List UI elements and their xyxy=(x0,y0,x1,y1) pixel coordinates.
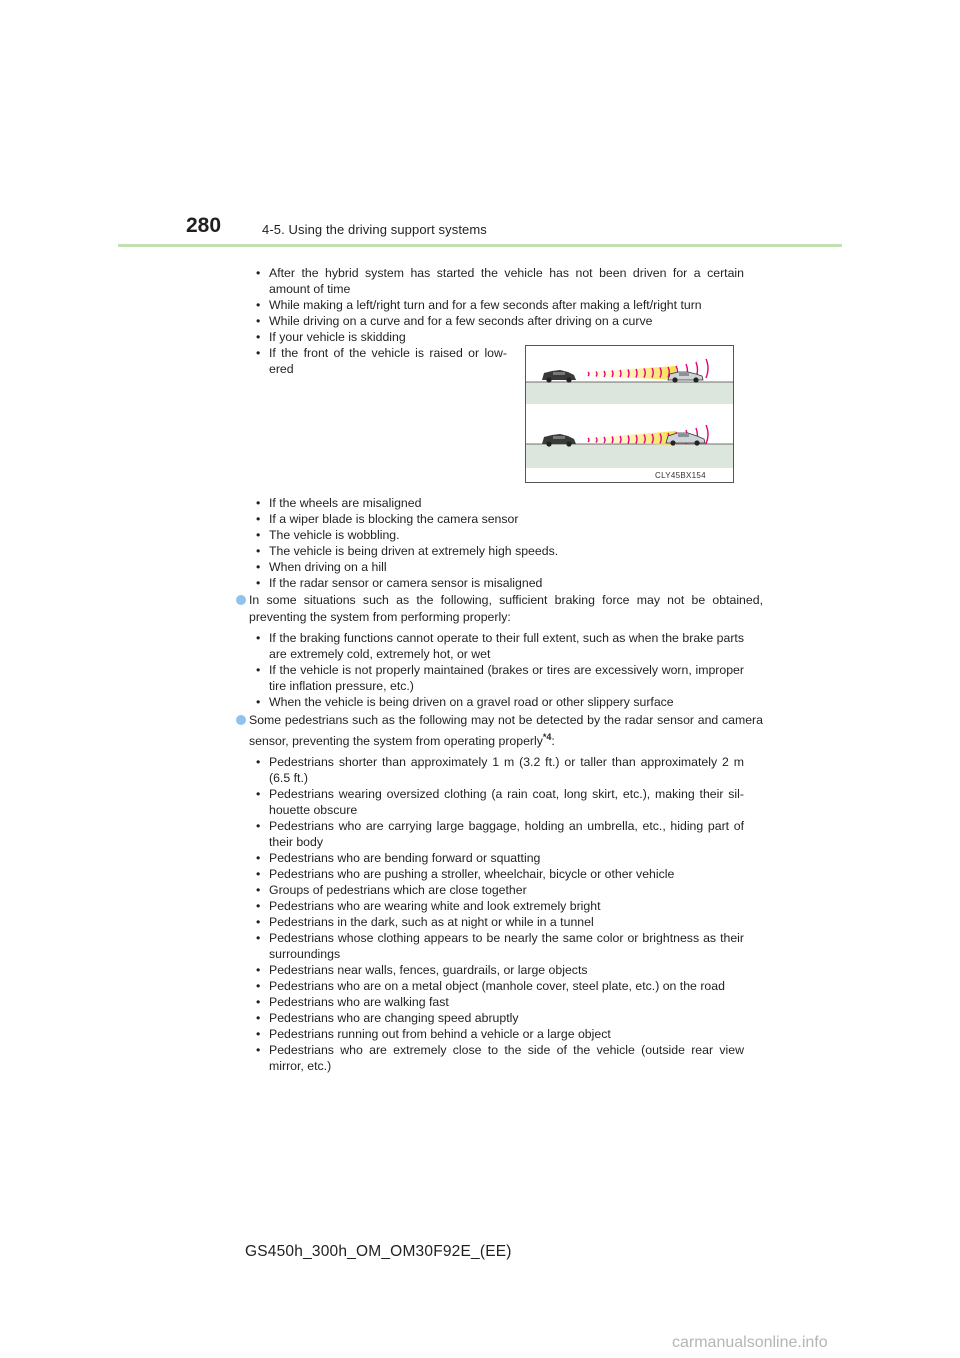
list-item: • If your vehicle is skidding xyxy=(254,329,744,345)
conditions-list-bottom xyxy=(254,495,744,591)
braking-conditions-list xyxy=(254,630,744,710)
conditions-list-raised xyxy=(254,345,507,377)
figure-code: CLY45BX154 xyxy=(655,471,706,480)
pedestrian-conditions-list xyxy=(254,754,744,1074)
list-item: • After the hybrid system has started the vehicle has not been driven for a certain amount of time xyxy=(254,265,744,297)
list-item: • Pedestrians whose clothing appears to be nearly the same color or brightness as their surroundings xyxy=(254,930,744,962)
radar-target-vehicle-illustration xyxy=(526,346,733,482)
list-item: • Pedestrians who are on a metal object (manhole cover, steel plate, etc.) on the road xyxy=(254,978,744,994)
braking-note-text: In some situations such as the following, sufficient braking force may not be obtained, preventing the system from performing properly: xyxy=(249,593,763,624)
list-item: • When the vehicle is being driven on a gravel road or other slippery surface xyxy=(254,694,744,710)
list-item: • Pedestrians shorter than approximately 1 m (3.2 ft.) or taller than approximately 2 m (6.5 ft.) xyxy=(254,754,744,786)
page-number: 280 xyxy=(186,214,222,237)
pedestrian-note xyxy=(236,712,763,750)
list-item: • Pedestrians who are changing speed abruptly xyxy=(254,1010,744,1026)
list-item: • If the radar sensor or camera sensor is misaligned xyxy=(254,575,744,591)
manual-code: GS450h_300h_OM_OM30F92E_(EE) xyxy=(245,1243,512,1260)
list-item: • If the braking functions cannot operate to their full extent, such as when the brake parts are extremely cold, extremely hot, or wet xyxy=(254,630,744,662)
list-item: • Pedestrians who are carrying large baggage, holding an umbrella, etc., hiding part of their body xyxy=(254,818,744,850)
circle-bullet-icon xyxy=(236,595,246,605)
list-item: • Pedestrians who are pushing a stroller, wheelchair, bicycle or other vehicle xyxy=(254,866,744,882)
footnote-ref: *4 xyxy=(542,732,552,742)
list-item: • Pedestrians in the dark, such as at night or while in a tunnel xyxy=(254,914,744,930)
list-item: • The vehicle is wobbling. xyxy=(254,527,744,543)
list-item: • The vehicle is being driven at extremely high speeds. xyxy=(254,543,744,559)
list-item: • While making a left/right turn and for a few seconds after making a left/right turn xyxy=(254,297,744,313)
list-item: • If a wiper blade is blocking the camera sensor xyxy=(254,511,744,527)
list-item: • When driving on a hill xyxy=(254,559,744,575)
list-item: • If the wheels are misaligned xyxy=(254,495,744,511)
list-item: • Pedestrians wearing oversized clothing (a rain coat, long skirt, etc.), making their sil-houette obscure xyxy=(254,786,744,818)
section-title: 4-5. Using the driving support systems xyxy=(262,222,487,237)
list-item: • Pedestrians who are walking fast xyxy=(254,994,744,1010)
list-item: • While driving on a curve and for a few seconds after driving on a curve xyxy=(254,313,744,329)
list-item: • Pedestrians running out from behind a vehicle or a large object xyxy=(254,1026,744,1042)
list-item: • Pedestrians who are wearing white and look extremely bright xyxy=(254,898,744,914)
pedestrian-note-tail: : xyxy=(551,734,555,748)
header-divider xyxy=(118,244,842,247)
list-item: • If the front of the vehicle is raised or low-ered xyxy=(254,345,507,377)
circle-bullet-icon xyxy=(236,715,246,725)
braking-note xyxy=(236,592,763,626)
list-item: • Groups of pedestrians which are close together xyxy=(254,882,744,898)
list-item: • If the vehicle is not properly maintained (brakes or tires are excessively worn, improper tire inflation pressure, etc.) xyxy=(254,662,744,694)
list-item: • Pedestrians who are bending forward or squatting xyxy=(254,850,744,866)
conditions-list-top xyxy=(254,265,744,345)
list-item: • Pedestrians who are extremely close to the side of the vehicle (outside rear view mirror, etc.) xyxy=(254,1042,744,1074)
radar-illustration xyxy=(525,345,734,483)
watermark[interactable]: carmanualsonline.info xyxy=(672,1334,828,1351)
pedestrian-note-text: Some pedestrians such as the following may not be detected by the radar sensor and camera sensor, preventing the system from operating properly xyxy=(249,713,763,748)
list-item: • Pedestrians near walls, fences, guardrails, or large objects xyxy=(254,962,744,978)
